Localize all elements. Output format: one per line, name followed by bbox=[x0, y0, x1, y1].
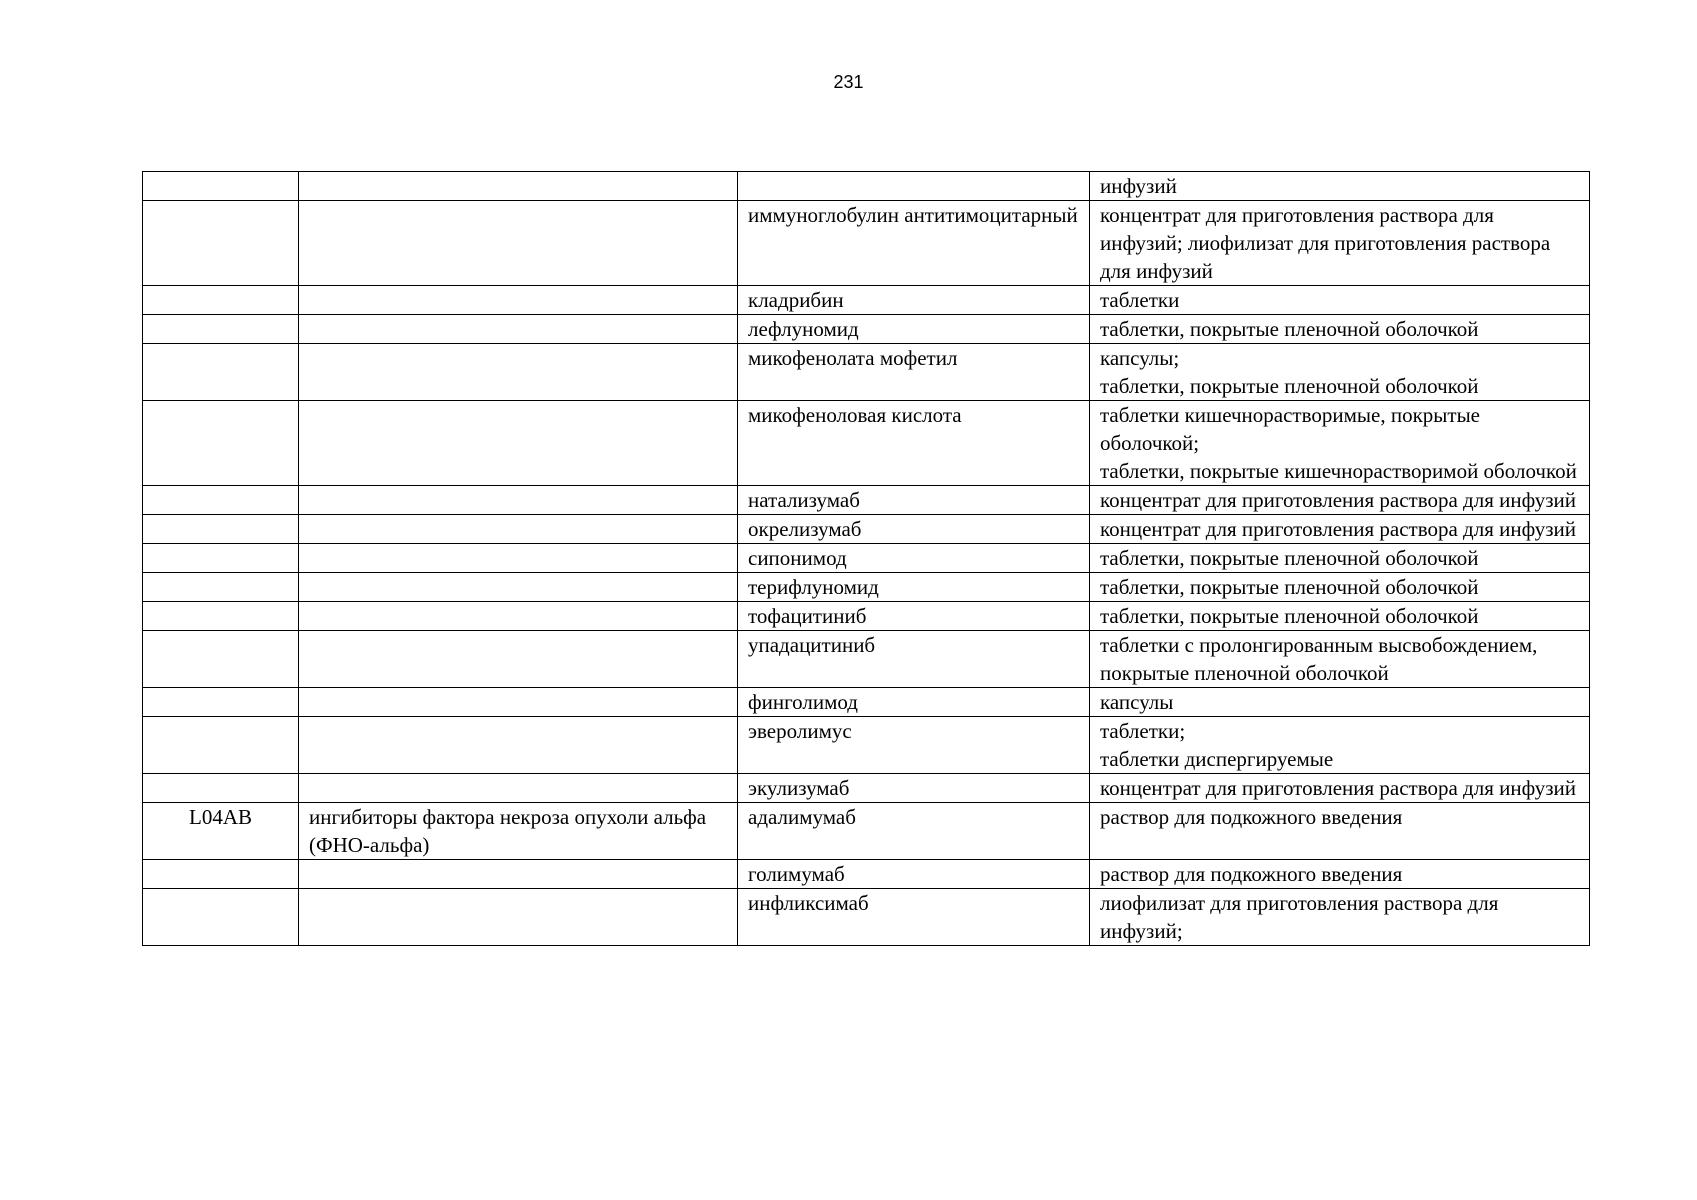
drug-name-cell: микофенолата мофетил bbox=[738, 344, 1090, 401]
pharmacological-group-cell bbox=[299, 688, 738, 717]
table-row bbox=[143, 774, 1590, 803]
atc-code-cell bbox=[143, 486, 299, 515]
drug-name-cell: окрелизумаб bbox=[738, 515, 1090, 544]
table-row bbox=[143, 172, 1590, 201]
dosage-form-line: таблетки, покрытые кишечнорастворимой оболочкой bbox=[1100, 459, 1577, 483]
pharmacological-group-cell bbox=[299, 315, 738, 344]
pharmacological-group-cell bbox=[299, 286, 738, 315]
atc-code-cell bbox=[143, 401, 299, 486]
dosage-form-line: лиофилизат для приготовления раствора для инфузий; bbox=[1100, 891, 1499, 943]
dosage-forms-cell bbox=[1090, 631, 1590, 688]
atc-code-cell bbox=[143, 201, 299, 286]
dosage-form-line: капсулы bbox=[1100, 690, 1174, 714]
atc-code-cell bbox=[143, 602, 299, 631]
table-row bbox=[143, 201, 1590, 286]
dosage-form-line: концентрат для приготовления раствора для инфузий bbox=[1100, 776, 1576, 800]
pharmacological-group-cell bbox=[299, 717, 738, 774]
dosage-forms-cell bbox=[1090, 286, 1590, 315]
dosage-form-line: таблетки, покрытые пленочной оболочкой bbox=[1100, 575, 1479, 599]
dosage-form-line: раствор для подкожного введения bbox=[1100, 805, 1403, 829]
drug-name-cell: кладрибин bbox=[738, 286, 1090, 315]
table-row bbox=[143, 889, 1590, 946]
table-row bbox=[143, 286, 1590, 315]
atc-code-cell bbox=[143, 344, 299, 401]
pharmacological-group-cell bbox=[299, 573, 738, 602]
dosage-forms-cell bbox=[1090, 515, 1590, 544]
drug-name-cell: сипонимод bbox=[738, 544, 1090, 573]
drug-name-cell: эверолимус bbox=[738, 717, 1090, 774]
atc-code-cell bbox=[143, 544, 299, 573]
table-body bbox=[143, 172, 1590, 946]
dosage-form-line: таблетки с пролонгированным высвобождением, покрытые пленочной оболочкой bbox=[1100, 633, 1538, 685]
drug-name-cell: лефлуномид bbox=[738, 315, 1090, 344]
pharmacological-group-cell bbox=[299, 515, 738, 544]
dosage-form-line: концентрат для приготовления раствора для инфузий; лиофилизат для приготовления раствора для инфузий bbox=[1100, 203, 1551, 283]
dosage-form-line: таблетки диспергируемые bbox=[1100, 747, 1334, 771]
dosage-form-line: концентрат для приготовления раствора для инфузий bbox=[1100, 488, 1576, 512]
atc-code-cell bbox=[143, 774, 299, 803]
dosage-form-line: таблетки, покрытые пленочной оболочкой bbox=[1100, 374, 1479, 398]
drug-name-cell: финголимод bbox=[738, 688, 1090, 717]
table-row bbox=[143, 315, 1590, 344]
pharmacological-group-cell bbox=[299, 201, 738, 286]
atc-code-cell bbox=[143, 515, 299, 544]
atc-code-cell bbox=[143, 573, 299, 602]
table-row bbox=[143, 860, 1590, 889]
drug-name-cell: экулизумаб bbox=[738, 774, 1090, 803]
dosage-form-line: таблетки; bbox=[1100, 719, 1186, 743]
table-row bbox=[143, 803, 1590, 860]
dosage-form-line: таблетки кишечнорастворимые, покрытые оболочкой; bbox=[1100, 403, 1480, 455]
drug-name-cell: упадацитиниб bbox=[738, 631, 1090, 688]
pharmacological-group-cell bbox=[299, 172, 738, 201]
table-row bbox=[143, 401, 1590, 486]
dosage-forms-cell bbox=[1090, 315, 1590, 344]
dosage-forms-cell bbox=[1090, 602, 1590, 631]
drug-name-cell bbox=[738, 172, 1090, 201]
pharmacological-group-cell bbox=[299, 544, 738, 573]
dosage-forms-cell bbox=[1090, 573, 1590, 602]
pharmacological-group-cell bbox=[299, 860, 738, 889]
pharmacological-group-cell: ингибиторы фактора некроза опухоли альфа (ФНО-альфа) bbox=[299, 803, 738, 860]
table-row bbox=[143, 486, 1590, 515]
drug-name-cell: адалимумаб bbox=[738, 803, 1090, 860]
table-row bbox=[143, 344, 1590, 401]
table-row bbox=[143, 544, 1590, 573]
dosage-forms-cell bbox=[1090, 688, 1590, 717]
table-row bbox=[143, 717, 1590, 774]
atc-code-cell bbox=[143, 315, 299, 344]
atc-code-cell bbox=[143, 688, 299, 717]
dosage-forms-cell bbox=[1090, 544, 1590, 573]
dosage-form-line: раствор для подкожного введения bbox=[1100, 862, 1403, 886]
table-row bbox=[143, 602, 1590, 631]
atc-code-cell bbox=[143, 860, 299, 889]
atc-code-cell bbox=[143, 286, 299, 315]
drug-table bbox=[142, 171, 1590, 946]
dosage-form-line: инфузий bbox=[1100, 174, 1177, 198]
table-row bbox=[143, 573, 1590, 602]
table-row bbox=[143, 631, 1590, 688]
drug-name-cell: тофацитиниб bbox=[738, 602, 1090, 631]
dosage-form-line: таблетки, покрытые пленочной оболочкой bbox=[1100, 546, 1479, 570]
pharmacological-group-cell bbox=[299, 486, 738, 515]
drug-name-cell: натализумаб bbox=[738, 486, 1090, 515]
dosage-form-line: капсулы; bbox=[1100, 346, 1180, 370]
dosage-form-line: таблетки, покрытые пленочной оболочкой bbox=[1100, 604, 1479, 628]
pharmacological-group-cell bbox=[299, 344, 738, 401]
dosage-forms-cell bbox=[1090, 803, 1590, 860]
pharmacological-group-cell bbox=[299, 602, 738, 631]
atc-code-cell bbox=[143, 631, 299, 688]
drug-name-cell: микофеноловая кислота bbox=[738, 401, 1090, 486]
pharmacological-group-cell bbox=[299, 774, 738, 803]
drug-name-cell: терифлуномид bbox=[738, 573, 1090, 602]
atc-code-cell bbox=[143, 717, 299, 774]
atc-code-cell: L04AB bbox=[143, 803, 299, 860]
drug-name-cell: иммуноглобулин антитимоцитарный bbox=[738, 201, 1090, 286]
dosage-forms-cell bbox=[1090, 344, 1590, 401]
pharmacological-group-cell bbox=[299, 889, 738, 946]
pharmacological-group-cell bbox=[299, 401, 738, 486]
page-number: 231 bbox=[833, 72, 864, 92]
dosage-forms-cell bbox=[1090, 889, 1590, 946]
drug-name-cell: голимумаб bbox=[738, 860, 1090, 889]
drug-name-cell: инфликсимаб bbox=[738, 889, 1090, 946]
dosage-form-line: таблетки bbox=[1100, 288, 1180, 312]
table-row bbox=[143, 688, 1590, 717]
dosage-forms-cell bbox=[1090, 172, 1590, 201]
dosage-forms-cell bbox=[1090, 486, 1590, 515]
pharmacological-group-cell bbox=[299, 631, 738, 688]
dosage-forms-cell bbox=[1090, 860, 1590, 889]
dosage-forms-cell bbox=[1090, 774, 1590, 803]
dosage-forms-cell bbox=[1090, 201, 1590, 286]
dosage-form-line: таблетки, покрытые пленочной оболочкой bbox=[1100, 317, 1479, 341]
table-row bbox=[143, 515, 1590, 544]
atc-code-cell bbox=[143, 889, 299, 946]
dosage-forms-cell bbox=[1090, 717, 1590, 774]
dosage-form-line: концентрат для приготовления раствора для инфузий bbox=[1100, 517, 1576, 541]
dosage-forms-cell bbox=[1090, 401, 1590, 486]
atc-code-cell bbox=[143, 172, 299, 201]
